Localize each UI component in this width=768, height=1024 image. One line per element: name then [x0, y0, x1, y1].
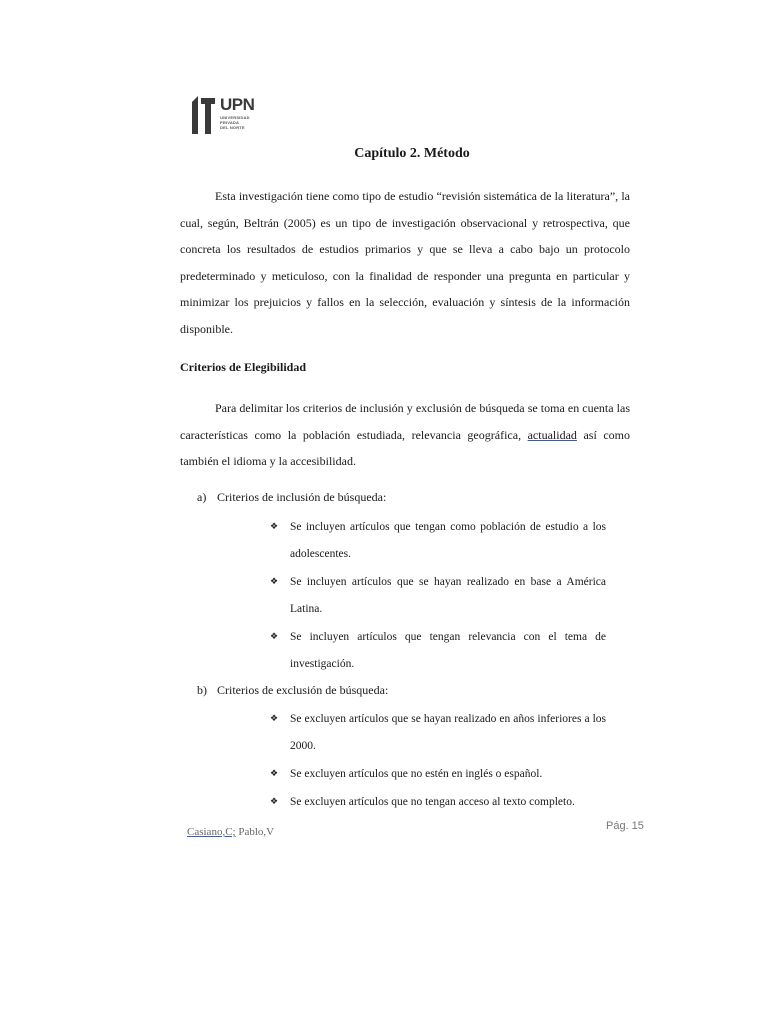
eligibility-text-before: Para delimitar los criterios de inclusión y exclusión de búsqueda se toma en cuenta las características como la población estudiada, relevancia geográfica,	[180, 401, 630, 442]
chapter-title: Capítulo 2. Método	[354, 146, 470, 161]
intro-paragraph-text: Esta investigación tiene como tipo de estudio “revisión sistemática de la literatura”, la cual, según, Beltrán (2005) es un tipo de investigación observacional y retrospectiva, que concreta los resultados de estudios primarios y que se lleva a cabo bajo un protocolo predeterminado y meticuloso, con la finalidad de responder una pregunta en particular y minimizar los prejuicios y fallos en la selección, evaluación y síntesis de la información disponible.	[180, 189, 630, 336]
diamond-bullet-icon: ❖	[270, 632, 279, 642]
exclusion-item-text: Se excluyen artículos que no estén en inglés o español.	[290, 768, 543, 780]
inclusion-item-text: Se incluyen artículos que tengan relevancia con el tema de investigación.	[290, 631, 606, 670]
exclusion-item	[270, 789, 606, 816]
exclusion-item	[270, 761, 606, 788]
diamond-bullet-icon: ❖	[270, 769, 279, 779]
logo-wordmark: UPN	[220, 95, 255, 114]
inclusion-item-text: Se incluyen artículos que tengan como población de estudio a los adolescentes.	[290, 521, 606, 560]
exclusion-item	[270, 706, 606, 760]
exclusion-letter: b)	[197, 683, 207, 697]
logo-subtitle-line-1: UNIVERSIDAD	[220, 115, 250, 120]
diamond-bullet-icon: ❖	[270, 797, 279, 807]
diamond-bullet-icon: ❖	[270, 522, 279, 532]
footer-authors	[187, 826, 274, 838]
inclusion-item	[270, 514, 606, 568]
logo-subtitle-line-3: DEL NORTE	[220, 125, 245, 130]
diamond-bullet-icon: ❖	[270, 577, 279, 587]
inclusion-letter: a)	[197, 490, 207, 504]
eligibility-text-underlined: actualidad	[527, 427, 577, 442]
diamond-bullet-icon: ❖	[270, 714, 279, 724]
logo-subtitle-line-2: PRIVADA	[220, 120, 240, 125]
footer-authors-underlined: Casiano,C;	[187, 826, 236, 838]
university-logo	[190, 96, 270, 136]
upn-emblem-icon	[190, 96, 218, 136]
footer-authors-rest: Pablo,V	[235, 826, 275, 838]
inclusion-item	[270, 624, 606, 678]
section-heading: Criterios de Elegibilidad	[180, 360, 306, 374]
intro-paragraph	[180, 183, 630, 342]
exclusion-item-text: Se excluyen artículos que no tengan acceso al texto completo.	[290, 796, 575, 808]
exclusion-criteria-heading	[197, 683, 388, 698]
exclusion-label: Criterios de exclusión de búsqueda:	[217, 683, 389, 697]
eligibility-paragraph	[180, 395, 630, 475]
exclusion-item-text: Se excluyen artículos que se hayan realizado en años inferiores a los 2000.	[290, 713, 606, 752]
inclusion-criteria-heading	[197, 490, 386, 505]
inclusion-label: Criterios de inclusión de búsqueda:	[217, 490, 387, 504]
eligibility-text-after: así como también el idioma y la accesibilidad.	[180, 427, 630, 468]
inclusion-item-text: Se incluyen artículos que se hayan realizado en base a América Latina.	[290, 576, 606, 615]
inclusion-item	[270, 569, 606, 623]
page-number: Pág. 15	[606, 820, 644, 832]
